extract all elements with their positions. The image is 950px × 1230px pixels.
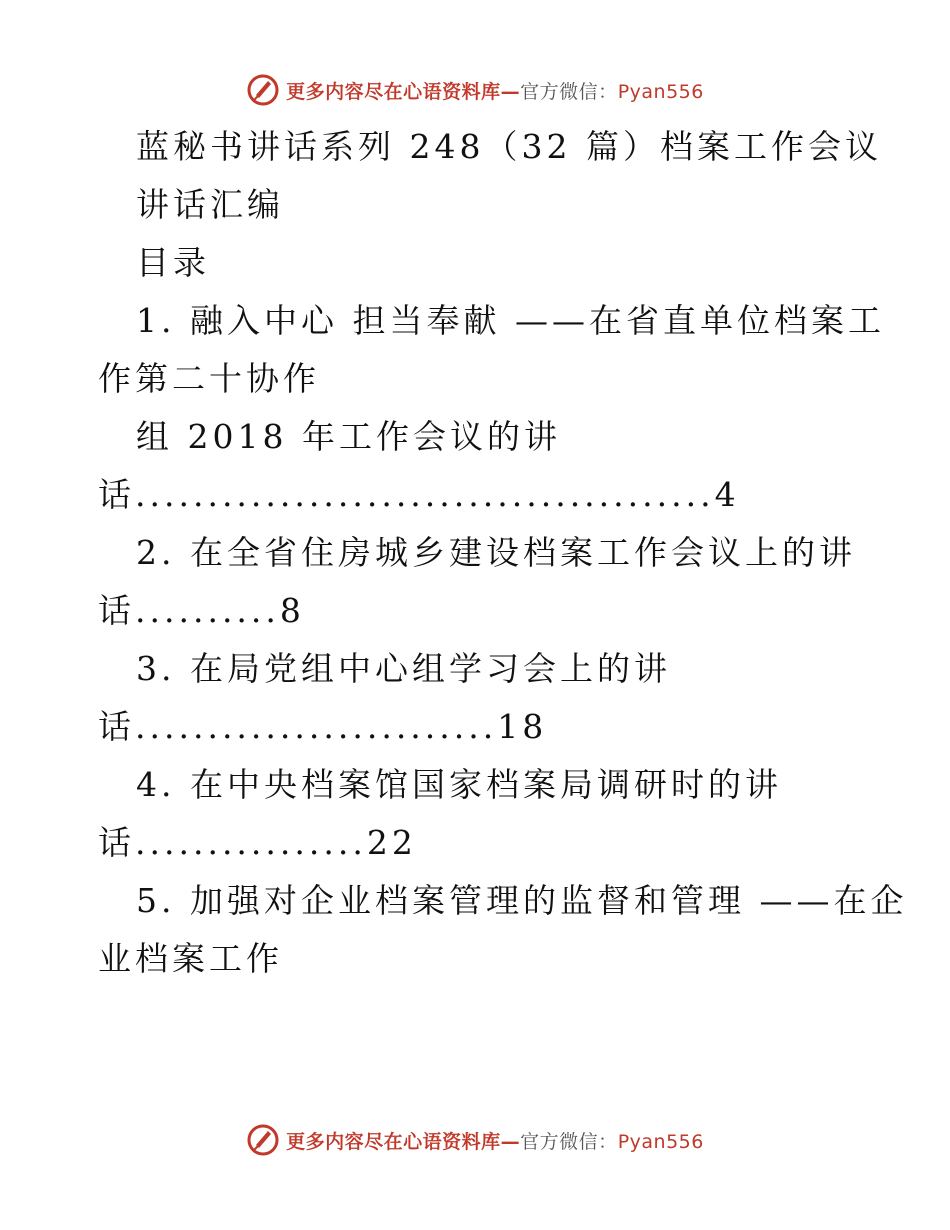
toc-entry-3[interactable] (98, 640, 858, 756)
toc-line: 话................22 (98, 823, 417, 862)
toc-heading: 目录 (136, 243, 210, 282)
toc-line: 4. 在中央档案馆国家档案局调研时的讲 (136, 765, 782, 804)
toc-entry-1[interactable] (98, 292, 885, 524)
header-banner (0, 70, 950, 110)
banner-text: 更多内容尽在心语资料库—官方微信：Pyan556 (286, 1130, 704, 1153)
brand-logo-icon (246, 1123, 280, 1157)
toc-line: 话.........................18 (98, 707, 548, 746)
toc-line: 5. 加强对企业档案管理的监督和管理 ——在企 (136, 881, 908, 920)
toc-entry-5[interactable] (98, 872, 908, 988)
brand-logo-icon (246, 73, 280, 107)
toc-line: 业档案工作 (98, 939, 283, 978)
toc-line: 话........................................4 (98, 475, 740, 514)
toc-line: 组 2018 年工作会议的讲 (136, 417, 561, 456)
banner-text: 更多内容尽在心语资料库—官方微信：Pyan556 (286, 80, 704, 103)
footer-banner (0, 1120, 950, 1160)
toc-entry-4[interactable] (98, 756, 858, 872)
document-title-cont: 讲话汇编 (136, 185, 284, 224)
toc-entry-2[interactable] (98, 524, 858, 640)
toc-line: 1. 融入中心 担当奉献 ——在省直单位档案工 (136, 301, 885, 340)
document-body (98, 118, 908, 988)
toc-line: 3. 在局党组中心组学习会上的讲 (136, 649, 671, 688)
toc-line: 作第二十协作 (98, 359, 320, 398)
document-title: 蓝秘书讲话系列 248（32 篇）档案工作会议 (136, 127, 882, 166)
toc-line: 2. 在全省住房城乡建设档案工作会议上的讲 (136, 533, 856, 572)
toc-line: 话..........8 (98, 591, 305, 630)
